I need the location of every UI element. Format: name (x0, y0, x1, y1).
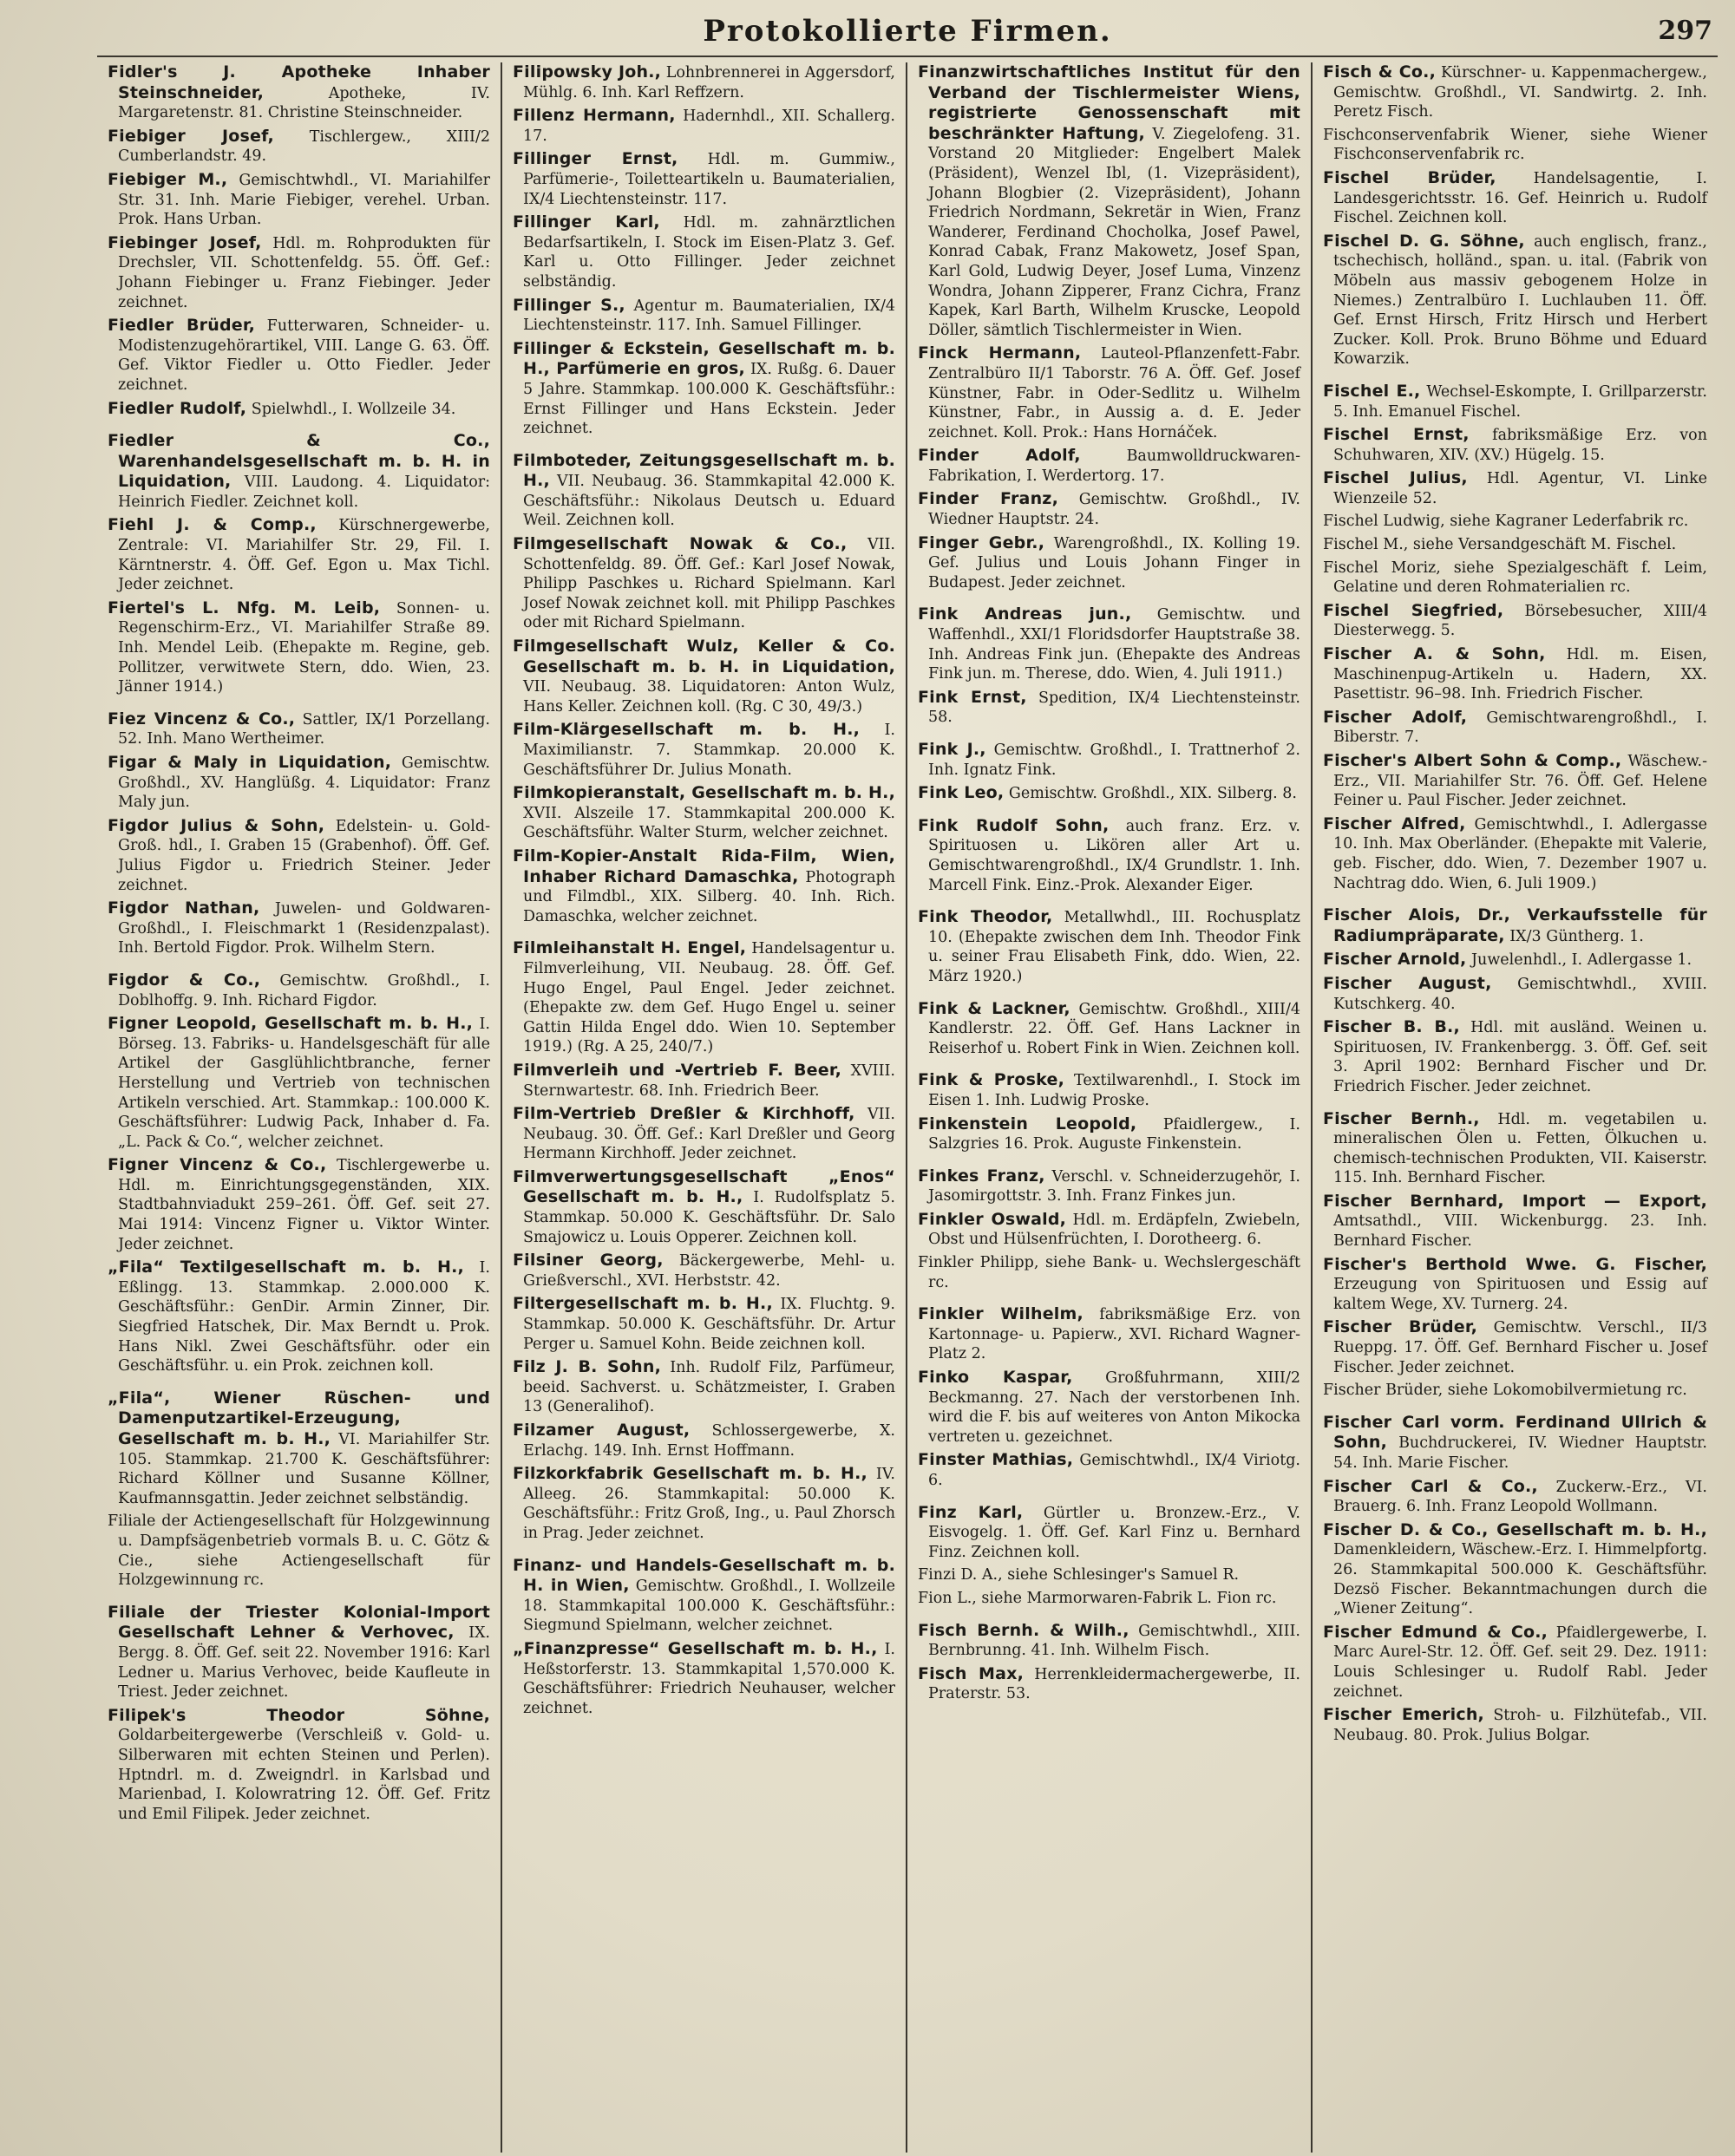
directory-entry (108, 62, 490, 123)
firm-name: Finster Mathias, (918, 1450, 1074, 1470)
firm-name: Fiertel's L. Nfg. M. Leib, (108, 598, 381, 617)
directory-entry (513, 783, 895, 843)
directory-entry (1323, 168, 1707, 228)
firm-details: Fischel M., siehe Versandgeschäft M. Fischel. (1323, 536, 1677, 554)
column-3 (907, 62, 1313, 2153)
firm-details: I. Maximilianstr. 7. Stammkap. 20.000 K. Geschäftsführer Dr. Julius Monath. (523, 722, 895, 779)
firm-name: Finkenstein Leopold, (918, 1114, 1137, 1134)
firm-name: Fischer Bernhard, Import — Export, (1323, 1191, 1707, 1211)
firm-details: Hdl. m. Eisen, Maschinenpug-Artikeln u. Hadern, XX. Pasettistr. 96–98. Inh. Friedrich Fischer. (1333, 646, 1707, 703)
firm-details: VII. Schottenfeldg. 89. Öff. Gef.: Karl Josef Nowak, Philipp Paschkes u. Richard Spielmann. Karl Josef Nowak zeichnet koll. mit Philipp Paschkes oder mit Richard Spielmann. (523, 536, 895, 632)
firm-details: Erzeugung von Spirituosen und Essig auf kaltem Wege, XV. Turnerg. 24. (1333, 1276, 1707, 1313)
firm-details: I. Rudolfsplatz 5. Stammkap. 50.000 K. Geschäftsführ. Dr. Salo Smajowicz u. Louis Opperer. Zeichnen koll. (523, 1189, 895, 1246)
firm-name: Figner Leopold, Gesellschaft m. b. H., (108, 1014, 474, 1034)
directory-entry (1323, 1255, 1707, 1315)
firm-name: Filmgesellschaft Wulz, Keller & Co. Gesellschaft m. b. H. in Liquidation, (513, 637, 895, 676)
directory-entry (513, 938, 895, 1057)
firm-name: Fischer Carl vorm. Ferdinand Ullrich & Sohn, (1323, 1412, 1707, 1453)
directory-entry (108, 515, 490, 594)
firm-details: Gemischtwhdl., XVIII. Kutschkerg. 40. (1333, 975, 1707, 1013)
firm-name: Fischel Siegfried, (1323, 600, 1504, 620)
firm-details: Futterwaren, Schneider- u. Modistenzugehörartikel, VIII. Lange G. 63. Öff. Gef. Viktor Fiedler u. Otto Fiedler. Jeder zeichnet. (118, 317, 490, 394)
firm-name: Fischer B. B., (1323, 1017, 1460, 1037)
directory-entry (513, 1357, 895, 1417)
firm-details: Hdl. m. Erdäpfeln, Zwiebeln, Obst und Hülsenfrüchten, I. Dorotheerg. 6. (928, 1211, 1300, 1249)
firm-details: Gemischtwhdl., I. Adlergasse 10. Inh. Max Oberländer. (Ehepakte mit Valerie, geb. Fischer, ddo. Wien, 7. Dezember 1907 u. Nachtrag ddo. Wien, 6. Juli 1909.) (1333, 815, 1707, 892)
directory-entry (1323, 1192, 1707, 1251)
firm-details: Gemischtw. Großhdl., I. Trattnerhof 2. Inh. Ignatz Fink. (928, 742, 1300, 779)
directory-entry (108, 127, 490, 167)
directory-entry (918, 783, 1300, 804)
directory-entry (513, 1464, 895, 1543)
directory-entry (918, 1253, 1300, 1292)
firm-name: Finkler Oswald, (918, 1209, 1067, 1229)
firm-name: Finkes Franz, (918, 1166, 1045, 1186)
firm-details: Warengroßhdl., IX. Kolling 19. Gef. Julius und Louis Johann Finger in Budapest. Jeder zeichnet. (928, 534, 1300, 591)
firm-details: Spielwhdl., I. Wollzeile 34. (251, 400, 456, 418)
directory-entry (918, 1589, 1300, 1609)
firm-name: Fiebinger Josef, (108, 232, 262, 252)
directory-entry (513, 1167, 895, 1247)
directory-entry (108, 316, 490, 395)
firm-name: Fischer Brüder, (1323, 1317, 1478, 1337)
firm-details: I. Eßlingg. 13. Stammkap. 2.000.000 K. Geschäftsführ.: GenDir. Armin Zinner, Dir. Siegfried Hatschek, Dir. Max Berndt u. Prok. Hans Nikl. Zwei Geschäftsführ. oder ein Geschäftsführ. u. ein Prok. zeichnen koll. (118, 1259, 490, 1375)
firm-name: Filipowsky Joh., (513, 62, 662, 82)
directory-entry (918, 343, 1300, 442)
firm-details: IX. Rußg. 6. Dauer 5 Jahre. Stammkap. 100.000 K. Geschäftsführ.: Ernst Fillinger und Hans Eckstein. Jeder zeichnet. (523, 361, 895, 438)
firm-details: auch franz. Erz. v. Spirituosen u. Likören aller Art u. Gemischtwarengroßhdl., IX/4 Grundlstr. 1. Inh. Marcell Fink. Einz.-Prok. Alexander Eiger. (928, 817, 1300, 894)
directory-entry (918, 816, 1300, 895)
firm-name: Filsiner Georg, (513, 1251, 664, 1271)
firm-details: VIII. Laudong. 4. Liquidator: Heinrich Fiedler. Zeichnet koll. (118, 474, 490, 511)
directory-entry (1323, 512, 1707, 532)
firm-name: Fischer Carl & Co., (1323, 1476, 1538, 1496)
firm-name: „Finanzpresse“ Gesellschaft m. b. H., (513, 1638, 878, 1658)
directory-entry (1323, 62, 1707, 122)
firm-name: Fischel Ernst, (1323, 425, 1470, 445)
directory-entry (918, 446, 1300, 486)
firm-name: Fischer Emerich, (1323, 1705, 1484, 1725)
directory-entry (918, 1114, 1300, 1154)
firm-details: Hdl. m. zahnärztlichen Bedarfsartikeln, I. Stock im Eisen-Platz 3. Gef. Karl u. Otto Fillinger. Jeder zeichnet selbständig. (523, 214, 895, 291)
firm-name: Fink Leo, (918, 783, 1005, 803)
firm-name: Fischer August, (1323, 973, 1492, 993)
firm-name: Fillenz Hermann, (513, 106, 676, 126)
directory-entry (108, 709, 490, 749)
firm-name: Film-Vertrieb Dreßler & Kirchhoff, (513, 1104, 855, 1124)
firm-name: Fischer's Albert Sohn & Comp., (1323, 751, 1622, 770)
firm-details: Filiale der Actiengesellschaft für Holzgewinnung u. Dampfsägenbetrieb vormals B. u. C. Götz & Cie., siehe Actiengesellschaft für Holzgewinnung rc. (108, 1512, 490, 1590)
firm-name: Fink & Lackner, (918, 998, 1070, 1018)
firm-details: Verschl. v. Schneiderzugehör, I. Jasomirgottstr. 3. Inh. Franz Finkes jun. (928, 1167, 1300, 1205)
firm-details: Sattler, IX/1 Porzellang. 52. Inh. Mano Wertheimer. (118, 710, 490, 748)
firm-name: Filiale der Triester Kolonial-Import Gesellschaft Lehner & Verhovec, (108, 1602, 490, 1643)
directory-entry (918, 907, 1300, 986)
directory-entry (1323, 1623, 1707, 1702)
firm-name: Filz J. B. Sohn, (513, 1357, 662, 1377)
firm-name: Finz Karl, (918, 1502, 1024, 1522)
firm-details: Sonnen- u. Regenschirm-Erz., VI. Mariahilfer Straße 89. Inh. Mendel Leib. (Ehepakte m. Regine, geb. Pollitzer, verwitwete Stern, ddo. Wien, 23. Jänner 1914.) (118, 599, 490, 696)
firm-details: Lohnbrennerei in Aggersdorf, Mühlg. 6. Inh. Karl Reffzern. (523, 64, 895, 101)
firm-name: Fischel D. G. Söhne, (1323, 231, 1525, 251)
firm-details: Tischlergewerbe u. Hdl. m. Einrichtungsgegenständen, XIX. Stadtbahnviadukt 259–261. Öff. Gef. seit 27. Mai 1914: Vincenz Figner u. Viktor Winter. Jeder zeichnet. (118, 1157, 490, 1253)
firm-details: Hdl. mit ausländ. Weinen u. Spirituosen, IV. Frankenbergg. 3. Öff. Gef. seit 3. April 1902: Bernhard Fischer und Dr. Friedrich Fischer. Jeder zeichnet. (1333, 1019, 1707, 1095)
directory-entry (918, 1304, 1300, 1364)
firm-name: Finanz- und Handels-Gesellschaft m. b. H. in Wien, (513, 1555, 895, 1596)
directory-entry (513, 339, 895, 439)
firm-details: Handelsagentie, I. Landesgerichtsstr. 16. Gef. Heinrich u. Rudolf Fischel. Zeichnen koll. (1333, 169, 1707, 227)
firm-details: Edelstein- u. Gold- Groß. hdl., I. Graben 15 (Grabenhof). Öff. Gef. Julius Figdor u. Friedrich Steiner. Jeder zeichnet. (118, 817, 490, 894)
directory-entry (1323, 814, 1707, 893)
firm-details: fabriksmäßige Erz. von Schuhwaren, XIV. (XV.) Hügelg. 15. (1333, 427, 1707, 464)
directory-entry (108, 816, 490, 895)
directory-entry (918, 1210, 1300, 1250)
directory-entry (1323, 1477, 1707, 1517)
directory-entry (108, 1512, 490, 1590)
firm-details: Textilwarenhdl., I. Stock im Eisen 1. Inh. Ludwig Proske. (928, 1072, 1300, 1109)
directory-entry (1323, 1317, 1707, 1377)
directory-entry (1323, 751, 1707, 811)
directory-entry (513, 1421, 895, 1460)
firm-name: Fiedler & Co., Warenhandelsgesellschaft m. b. H. in Liquidation, (108, 431, 490, 492)
directory-entry (108, 970, 490, 1010)
firm-name: Fischel Julius, (1323, 468, 1468, 488)
firm-name: Filmkopieranstalt, Gesellschaft m. b. H., (513, 783, 895, 803)
firm-details: XVII. Alszeile 17. Stammkapital 200.000 K. Geschäftsführ. Walter Sturm, welcher zeichnet. (523, 804, 895, 842)
firm-name: Filmverwertungsgesellschaft „Enos“ Gesellschaft m. b. H., (513, 1166, 895, 1207)
column-4 (1313, 62, 1718, 2153)
firm-details: Finkler Philipp, siehe Bank- u. Wechslergeschäft rc. (918, 1254, 1300, 1291)
directory-entry (918, 489, 1300, 529)
directory-entry (513, 62, 895, 102)
firm-name: Film-Kopier-Anstalt Rida-Film, Wien, Inhaber Richard Damaschka, (513, 846, 895, 886)
firm-details: Inh. Rudolf Filz, Parfümeur, beeid. Sachverst. u. Schätzmeister, I. Graben 13 (Generalihof). (523, 1359, 895, 1416)
directory-entry (513, 296, 895, 336)
firm-name: Film-Klärgesellschaft m. b. H., (513, 720, 861, 740)
firm-details: Kürschnergewerbe, Zentrale: VI. Mariahilfer Str. 29, Fil. I. Kärntnerstr. 4. Öff. Gef. Egon u. Max Tichl. Jeder zeichnet. (118, 517, 490, 594)
columns-container (97, 62, 1718, 2153)
directory-entry (513, 106, 895, 146)
firm-name: Fillinger Ernst, (513, 149, 678, 169)
directory-entry (1323, 425, 1707, 465)
directory-entry (108, 598, 490, 697)
firm-details: VI. Mariahilfer Str. 105. Stammkap. 21.700 K. Geschäftsführer: Richard Köllner und Susanne Köllner, Kaufmannsgattin. Jeder zeichnet selbständig. (118, 1431, 490, 1507)
firm-name: Figdor Julius & Sohn, (108, 815, 325, 835)
firm-name: Filmverleih und -Vertrieb F. Beer, (513, 1060, 842, 1080)
firm-details: Wäschew.-Erz., VII. Mariahilfer Str. 76. Öff. Gef. Helene Feiner u. Paul Fischer. Jeder zeichnet. (1333, 753, 1707, 810)
directory-entry (513, 1251, 895, 1290)
firm-name: Fillinger & Eckstein, Gesellschaft m. b. H., Parfümerie en gros, (513, 338, 895, 379)
firm-name: Filzkorkfabrik Gesellschaft m. b. H., (513, 1464, 868, 1484)
firm-name: Fischer Arnold, (1323, 950, 1467, 970)
firm-details: Hdl. m. Rohprodukten für Drechsler, VII. Schottenfeldg. 55. Öff. Gef.: Johann Fiebinger u. Franz Fiebinger. Jeder zeichnet. (118, 234, 491, 311)
firm-name: Fischer Adolf, (1323, 707, 1468, 727)
firm-name: Finck Hermann, (918, 343, 1082, 363)
firm-details: Gemischtw. Verschl., II/3 Rueppg. 17. Öff. Gef. Bernhard Fischer u. Josef Fischer. Jeder zeichnet. (1333, 1319, 1708, 1376)
firm-name: Fiez Vincenz & Co., (108, 709, 296, 728)
directory-entry (1323, 1413, 1707, 1473)
directory-entry (918, 1450, 1300, 1490)
firm-name: Fiebiger M., (108, 169, 228, 189)
firm-name: Fischer A. & Sohn, (1323, 644, 1546, 664)
firm-details: auch englisch, franz., tschechisch, holländ., span. u. ital. (Fabrik von Möbeln aus massiv gebogenem Holze in Niemes.) Zentralbüro I. Luchlauben 11. Öff. Gef. Ernst Hirsch, Fritz Hirsch und Herbert Zucker. Koll. Prok. Bruno Böhme und Eduard Kowarzik. (1333, 232, 1707, 369)
firm-details: VII. Neubaug. 36. Stammkapital 42.000 K. Geschäftsführ.: Nikolaus Deutsch u. Eduard Weil. Zeichnen koll. (523, 473, 895, 530)
firm-name: Finkler Wilhelm, (918, 1304, 1084, 1324)
directory-entry (918, 604, 1300, 683)
firm-details: IX. Bergg. 8. Öff. Gef. seit 22. November 1916: Karl Ledner u. Marius Verhovec, beide Kaufleute in Triest. Jeder zeichnet. (118, 1624, 490, 1702)
column-1 (97, 62, 502, 2153)
directory-entry (1323, 950, 1707, 970)
firm-name: Figdor Nathan, (108, 898, 260, 918)
directory-entry (108, 898, 490, 958)
directory-entry (513, 1061, 895, 1101)
directory-entry (513, 720, 895, 780)
directory-entry (513, 1104, 895, 1164)
directory-entry (108, 431, 490, 512)
directory-entry (918, 1565, 1300, 1585)
firm-name: Fink Ernst, (918, 687, 1027, 707)
directory-entry (108, 1603, 490, 1702)
firm-details: Fischconservenfabrik Wiener, siehe Wiener Fischconservenfabrik rc. (1323, 126, 1707, 164)
firm-details: Kürschner- u. Kappenmachergew., Gemischtw. Großhdl., VI. Sandwirtg. 2. Inh. Peretz Fisch. (1333, 64, 1707, 121)
firm-name: Figdor & Co., (108, 970, 261, 990)
firm-details: Gemischtw. Großhdl., XV. Hanglüßg. 4. Liquidator: Franz Maly jun. (118, 755, 490, 812)
firm-details: Fischel Moriz, siehe Spezialgeschäft f. Leim, Gelatine und deren Rohmaterialien rc. (1323, 559, 1707, 597)
directory-entry (1323, 974, 1707, 1014)
firm-name: Fillinger Karl, (513, 212, 660, 232)
firm-name: Fisch Bernh. & Wilh., (918, 1620, 1129, 1640)
firm-name: Finko Kaspar, (918, 1368, 1073, 1388)
firm-name: Fischer's Berthold Wwe. G. Fischer, (1323, 1254, 1707, 1274)
directory-entry (918, 1166, 1300, 1206)
firm-name: Fiehl J. & Comp., (108, 515, 317, 535)
directory-entry (1323, 1109, 1707, 1188)
firm-details: Gemischtwhdl., VI. Mariahilfer Str. 31. Inh. Marie Fiebiger, verehel. Urban. Prok. Hans Urban. (118, 171, 490, 229)
firm-details: Bäckergewerbe, Mehl- u. Grießverschl., XVI. Herbststr. 42. (523, 1252, 895, 1290)
directory-entry (513, 1639, 895, 1718)
firm-details: Gemischtwhdl., XIII. Bernbrunng. 41. Inh. Wilhelm Fisch. (928, 1622, 1300, 1660)
firm-name: Fiedler Rudolf, (108, 398, 247, 418)
firm-details: Gemischtw. Großhdl., I. Wollzeile 18. Stammkapital 100.000 K. Geschäftsführ.: Siegmund Spielmann, welcher zeichnet. (523, 1578, 895, 1635)
page-header (97, 7, 1718, 57)
firm-name: Fiedler Brüder, (108, 316, 256, 336)
firm-details: Zuckerw.-Erz., VI. Brauerg. 6. Inh. Franz Leopold Wollmann. (1333, 1478, 1707, 1516)
firm-details: Handelsagentur u. Filmverleihung, VII. Neubaug. 28. Öff. Gef. Hugo Engel, Paul Engel. Jeder zeichnet. (Ehepakte zw. dem Gef. Hugo Engel u. seiner Gattin Hilda Engel ddo. Wien 10. September 1919.) (Rg. A 25, 240/7.) (523, 940, 895, 1056)
directory-entry (918, 1368, 1300, 1447)
directory-entry (918, 688, 1300, 728)
firm-name: Fisch & Co., (1323, 62, 1437, 82)
firm-name: „Fila“ Textilgesellschaft m. b. H., (108, 1258, 464, 1277)
firm-details: I. Börseg. 13. Fabriks- u. Handelsgeschäft für alle Artikel der Gasglühlichtbranche, ferner Herstellung und Vertrieb von technischen Artikeln verschied. Art. Stammkap.: 100.000 K. Geschäftsführer: Ludwig Pack, Inhaber d. Fa. „L. Pack & Co.“, welcher zeichnet. (118, 1016, 490, 1151)
firm-details: Pfaidlergewerbe, I. Marc Aurel-Str. 12. Öff. Gef. seit 29. Dez. 1911: Louis Schlesinger u. Rudolf Rabl. Jeder zeichnet. (1333, 1624, 1707, 1701)
firm-details: VII. Neubaug. 30. Öff. Gef.: Karl Dreßler und Georg Hermann Kirchhoff. Jeder zeichnet. (523, 1106, 895, 1163)
directory-entry (108, 1014, 490, 1152)
directory-entry (1323, 644, 1707, 704)
firm-details: Gemischtw. und Waffenhdl., XXI/1 Floridsdorfer Hauptstraße 38. Inh. Andreas Fink jun. (Ehepakte des Andreas Fink jun. m. Therese, ddo. Wien, 4. Juli 1911.) (928, 606, 1300, 683)
directory-entry (1323, 126, 1707, 165)
firm-name: Fidler's J. Apotheke Inhaber Steinschneider, (108, 62, 490, 102)
directory-entry (513, 637, 895, 716)
firm-details: Baumwolldruckwaren-Fabrikation, I. Werdertorg. 17. (928, 448, 1300, 485)
firm-details: Juwelen- und Goldwaren-Großhdl., I. Fleischmarkt 1 (Residenzpalast). Inh. Bertold Figdor. Prok. Wilhelm Stern. (118, 900, 490, 957)
firm-details: Damenkleidern, Wäschew.-Erz. I. Himmelpfortg. 26. Stammkapital 500.000 K. Geschäftsführ. Dezsö Fischer. Bekanntmachungen durch die „Wiener Zeitung“. (1333, 1541, 1707, 1618)
firm-details: Spedition, IX/4 Liechtensteinstr. 58. (928, 689, 1300, 727)
firm-details: Stroh- u. Filzhütefab., VII. Neubaug. 80. Prok. Julius Bolgar. (1333, 1707, 1707, 1744)
firm-details: Gemischtw. Großhdl., XIII/4 Kandlerstr. 22. Öff. Gef. Hans Lackner in Reiserhof u. Robert Fink in Wien. Zeichnen koll. (928, 1000, 1300, 1057)
firm-name: Filipek's Theodor Söhne, (108, 1705, 490, 1725)
directory-entry (513, 451, 895, 531)
firm-details: VII. Neubaug. 38. Liquidatoren: Anton Wulz, Hans Keller. Zeichnen koll. (Rg. C 30, 49/3.) (523, 678, 895, 715)
firm-details: Großfuhrmann, XIII/2 Beckmanng. 27. Nach der verstorbenen Inh. wird die F. bis auf weiteres von Anton Mikocka vertreten u. gezeichnet. (928, 1369, 1300, 1446)
firm-details: IX. Fluchtg. 9. Stammkap. 50.000 K. Geschäftsführ. Dr. Artur Perger u. Samuel Kohn. Beide zeichnen koll. (523, 1296, 895, 1353)
directory-entry (1323, 708, 1707, 748)
firm-name: Fink & Proske, (918, 1070, 1065, 1090)
firm-details: Buchdruckerei, IV. Wiedner Hauptstr. 54. Inh. Marie Fischer. (1333, 1434, 1707, 1472)
firm-name: Filtergesellschaft m. b. H., (513, 1294, 773, 1314)
firm-details: Fischer Brüder, siehe Lokomobilvermietung rc. (1323, 1382, 1687, 1400)
firm-name: Finder Franz, (918, 489, 1058, 509)
firm-name: Fink Theodor, (918, 907, 1053, 927)
firm-details: Hdl. Agentur, VI. Linke Wienzeile 52. (1333, 470, 1707, 507)
firm-details: Juwelenhdl., I. Adlergasse 1. (1471, 951, 1692, 970)
firm-name: Filmgesellschaft Nowak & Co., (513, 534, 848, 554)
firm-name: Fink J., (918, 740, 986, 759)
directory-entry (513, 149, 895, 209)
directory-entry (918, 999, 1300, 1059)
directory-entry (108, 233, 490, 312)
firm-details: Schlossergewerbe, X. Erlachg. 149. Inh. Ernst Hoffmann. (523, 1422, 895, 1460)
firm-name: Finger Gebr., (918, 532, 1045, 552)
directory-entry (513, 1556, 895, 1636)
firm-name: Fink Rudolf Sohn, (918, 815, 1110, 835)
directory-entry (108, 399, 490, 420)
firm-details: Hdl. m. Gummiw., Parfümerie-, Toiletteartikeln u. Baumaterialien, IX/4 Liechtensteinstr. 117. (523, 151, 895, 208)
firm-details: Fion L., siehe Marmorwaren-Fabrik L. Fion rc. (918, 1589, 1277, 1607)
firm-details: Goldarbeitergewerbe (Verschleiß v. Gold- u. Silberwaren mit echten Steinen und Perlen). Hptndrl. m. d. Zweigndrl. in Karlsbad und Marienbad, I. Kolowratring 12. Öff. Gef. Fritz und Emil Filipek. Jeder zeichnet. (118, 1727, 490, 1823)
firm-details: Hadernhdl., XII. Schallerg. 17. (523, 108, 895, 145)
firm-details: Agentur m. Baumaterialien, IX/4 Liechtensteinstr. 117. Inh. Samuel Fillinger. (523, 297, 895, 335)
directory-entry (1323, 1017, 1707, 1096)
firm-name: Fillinger S., (513, 295, 625, 315)
firm-details: Apotheke, IV. Margaretenstr. 81. Christine Steinschneider. (118, 84, 490, 122)
firm-details: Finzi D. A., siehe Schlesinger's Samuel R. (918, 1566, 1240, 1584)
firm-name: Finanzwirtschaftliches Institut für den Verband der Tischlermeister Wiens, registrierte Genossenschaft mit beschränkter Haftung, (918, 62, 1300, 143)
page-title: Protokollierte Firmen. (703, 14, 1112, 49)
firm-details: Gemischtwhdl., IX/4 Viriotg. 6. (928, 1452, 1300, 1489)
firm-details: Tischlergew., XIII/2 Cumberlandstr. 49. (118, 127, 490, 166)
directory-entry (108, 1706, 490, 1825)
firm-details: Photograph und Filmdbl., XIX. Silberg. 40. Inh. Rich. Damaschka, welcher zeichnet. (523, 868, 895, 925)
firm-details: V. Ziegelofeng. 31. Vorstand 20 Mitglieder: Engelbert Malek (Präsident), Wenzel Ibl, (1. Vizepräsident), Johann Blogbier (2. Vizepräsident), Johann Friedrich Nordmann, Sekretär in Wien, Franz Wanderer, Ferdinand Chocholka, Josef Pawel, Konrad Cabak, Franz Makowetz, Josef Span, Karl Gold, Ludwig Deyer, Josef Luma, Vinzenz Wondra, Johann Zipperer, Franz Cichra, Franz Kapek, Karl Barth, Wilhelm Kruscke, Leopold Döller, sämtlich Tischlermeister in Wien. (928, 125, 1300, 339)
firm-name: Filmleihanstalt H. Engel, (513, 938, 747, 958)
directory-entry (918, 740, 1300, 780)
firm-details: Wechsel-Eskompte, I. Grillparzerstr. 5. Inh. Emanuel Fischel. (1333, 382, 1707, 421)
firm-details: Metallwhdl., III. Rochusplatz 10. (Ehepakte zwischen dem Inh. Theodor Fink u. seiner Frau Elisabeth Fink, ddo. Wien, 22. März 1920.) (928, 909, 1300, 985)
firm-name: Fischer Edmund & Co., (1323, 1622, 1548, 1642)
firm-name: Fisch Max, (918, 1663, 1025, 1683)
firm-details: IX/3 Güntherg. 1. (1509, 927, 1644, 945)
directory-entry (918, 1070, 1300, 1110)
directory-entry (1323, 601, 1707, 641)
directory-entry (108, 1155, 490, 1254)
directory-entry (513, 212, 895, 291)
directory-entry (918, 62, 1300, 340)
firm-details: Gemischtwarengroßhdl., I. Biberstr. 7. (1333, 709, 1708, 747)
firm-details: Lauteol-Pflanzenfett-Fabr. Zentralbüro II/1 Taborstr. 76 A. Öff. Gef. Josef Künstner, Fabr. in Oder-Sedlitz u. Wilhelm Künstner, Fabr., in Aussig a. d. E. Jeder zeichnet. Koll. Prok.: Hans Hornáček. (928, 345, 1300, 441)
directory-entry (108, 170, 490, 230)
directory-entry (108, 1388, 490, 1509)
firm-details: IV. Alleeg. 26. Stammkapital: 50.000 K. Geschäftsführ.: Fritz Groß, Ing., u. Paul Zhorsch in Prag. Jeder zeichnet. (523, 1466, 895, 1542)
directory-entry (1323, 1381, 1707, 1401)
directory-entry (1323, 1520, 1707, 1619)
directory-entry (108, 753, 490, 813)
directory-entry (918, 1621, 1300, 1661)
firm-details: Börsebesucher, XIII/4 Diesterwegg. 5. (1333, 602, 1707, 640)
directory-entry (1323, 1705, 1707, 1745)
firm-name: Fischer Bernh., (1323, 1108, 1480, 1128)
directory-entry (1323, 559, 1707, 598)
directory-entry (918, 1664, 1300, 1704)
directory-entry (513, 1294, 895, 1354)
directory-entry (108, 1258, 490, 1376)
firm-details: Herrenkleidermachergewerbe, II. Praterstr. 53. (928, 1665, 1300, 1703)
firm-details: fabriksmäßige Erz. von Kartonnage- u. Papierw., XVI. Richard Wagner-Platz 2. (928, 1306, 1300, 1363)
firm-details: Amtsathdl., VIII. Wickenburgg. 23. Inh. Bernhard Fischer. (1333, 1212, 1707, 1251)
directory-entry (1323, 535, 1707, 555)
firm-details: Hdl. m. vegetabilen u. mineralischen Ölen u. Fetten, Ölkuchen u. chemisch-technischen Produkten, VII. Kaiserstr. 115. Inh. Bernhard Fischer. (1333, 1110, 1707, 1187)
firm-name: Fischer D. & Co., Gesellschaft m. b. H., (1323, 1519, 1707, 1539)
firm-name: Filmboteder, Zeitungsgesellschaft m. b. H., (513, 450, 895, 491)
directory-entry (918, 533, 1300, 593)
firm-name: Filzamer August, (513, 1421, 691, 1440)
directory-entry (1323, 232, 1707, 369)
firm-details: Gemischtw. Großhdl., XIX. Silberg. 8. (1008, 785, 1297, 803)
firm-details: Gürtler u. Bronzew.-Erz., V. Eisvogelg. 1. Öff. Gef. Karl Finz u. Bernhard Finz. Zeichnen koll. (928, 1504, 1300, 1561)
firm-name: Figar & Maly in Liquidation, (108, 753, 392, 772)
firm-name: Fischel E., (1323, 381, 1421, 401)
directory-entry (513, 534, 895, 633)
firm-details: Fischel Ludwig, siehe Kagraner Lederfabrik rc. (1323, 513, 1689, 531)
directory-entry (918, 1503, 1300, 1563)
firm-name: Fischer Alois, Dr., Verkaufsstelle für Radiumpräparate, (1323, 905, 1707, 945)
firm-name: Fischer Alfred, (1323, 813, 1466, 833)
firm-details: XVIII. Sternwartestr. 68. Inh. Friedrich Beer. (523, 1062, 895, 1100)
directory-entry (1323, 382, 1707, 421)
firm-name: Finder Adolf, (918, 446, 1081, 466)
firm-name: Fischel Brüder, (1323, 167, 1496, 187)
column-2 (502, 62, 907, 2153)
firm-name: Figner Vincenz & Co., (108, 1155, 327, 1175)
directory-entry (1323, 468, 1707, 508)
directory-entry (513, 846, 895, 926)
firm-details: I. Heßstorferstr. 13. Stammkapital 1,570.000 K. Geschäftsführer: Friedrich Neuhauser, welcher zeichnet. (523, 1640, 895, 1717)
firm-name: „Fila“, Wiener Rüschen- und Damenputzartikel-Erzeugung, Gesellschaft m. b. H., (108, 1388, 490, 1448)
directory-entry (1323, 905, 1707, 946)
page-number: 297 (1658, 16, 1712, 46)
firm-details: Pfaidlergew., I. Salzgries 16. Prok. Auguste Finkenstein. (928, 1115, 1300, 1153)
firm-name: Fink Andreas jun., (918, 604, 1132, 624)
firm-details: Gemischtw. Großhdl., I. Doblhoffg. 9. Inh. Richard Figdor. (118, 971, 490, 1009)
firm-details: Gemischtw. Großhdl., IV. Wiedner Hauptstr. 24. (928, 491, 1300, 529)
firm-name: Fiebiger Josef, (108, 126, 274, 146)
